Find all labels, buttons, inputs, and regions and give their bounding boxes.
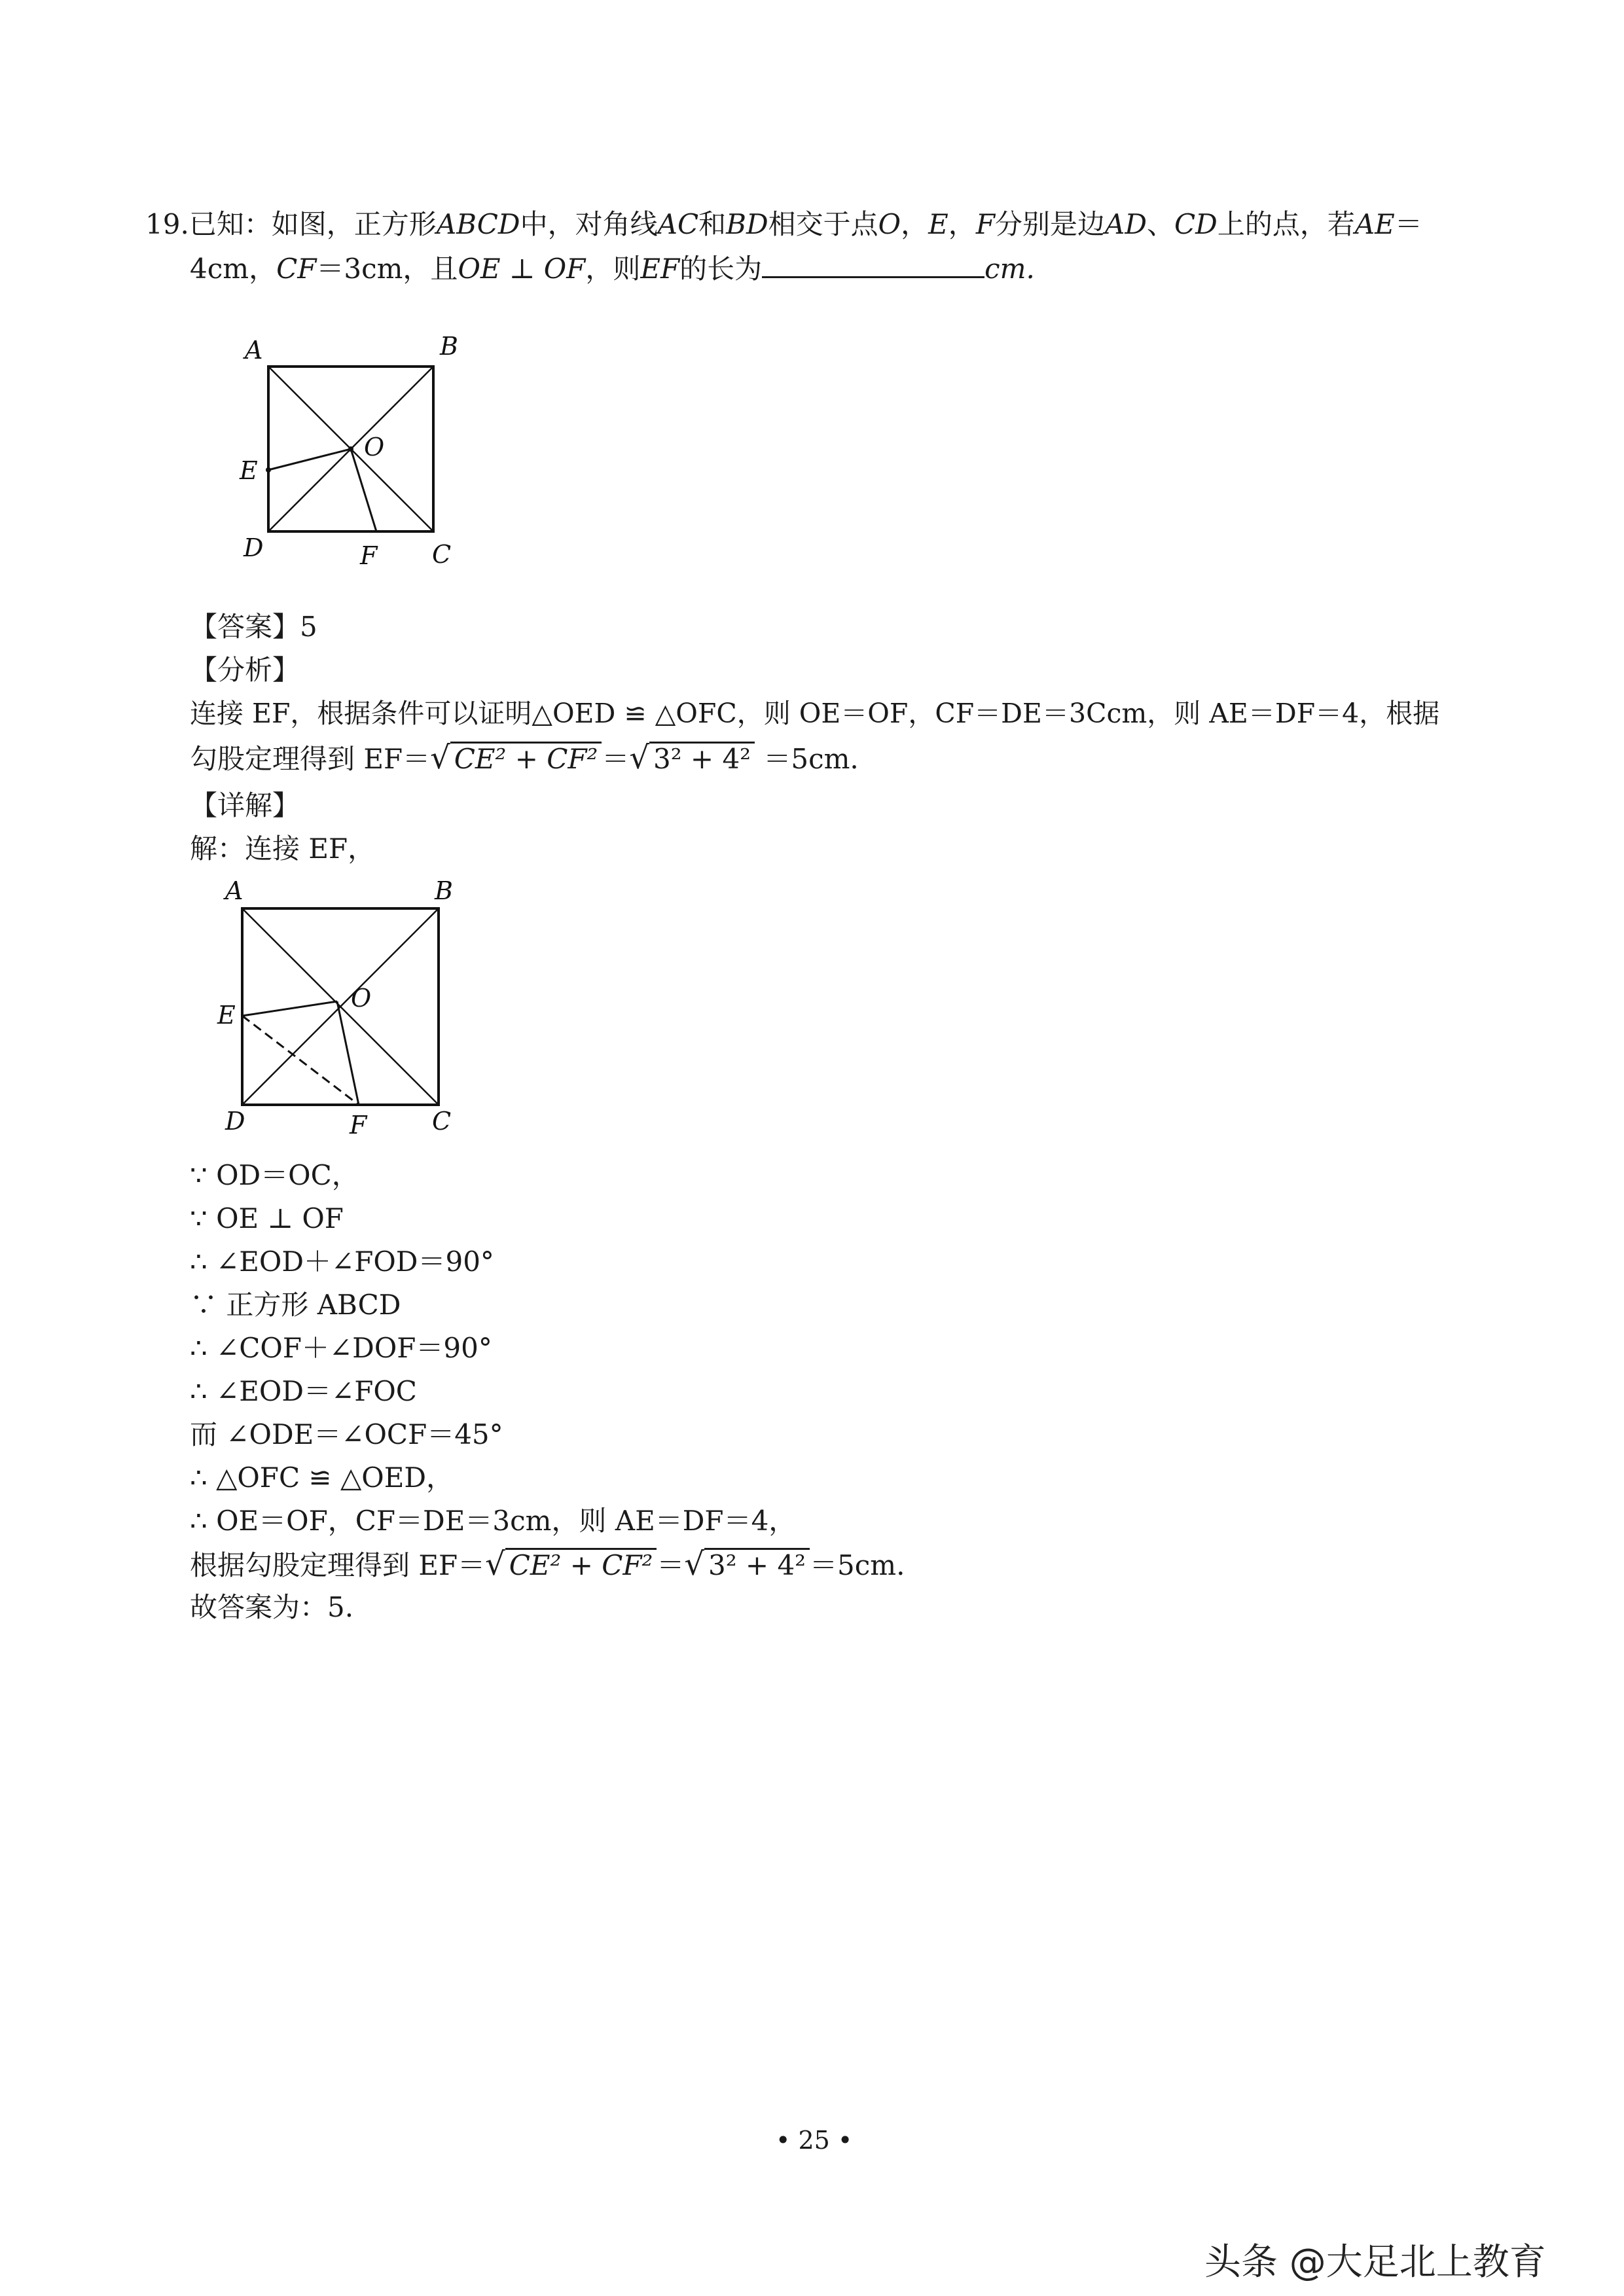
radical-sign: √ — [684, 1546, 704, 1583]
detail-intro: 解：连接 EF， — [190, 833, 376, 865]
math: AC — [657, 208, 699, 240]
figure-2 — [209, 870, 484, 1145]
text: 、 — [1147, 208, 1175, 240]
proof-step: 而 ∠ODE＝∠OCF＝45° — [190, 1418, 503, 1450]
question-line-2 — [190, 247, 1035, 291]
proof-step: ∴ ∠EOD＝∠FOC — [190, 1375, 417, 1407]
text: ， — [948, 208, 976, 240]
text: ＝ — [1394, 208, 1422, 240]
text: ＝5cm. — [810, 1549, 905, 1581]
proof-step: ∴ OE＝OF，CF＝DE＝3cm，则 AE＝DF＝4， — [190, 1505, 797, 1537]
analysis-line-1: 连接 EF，根据条件可以证明△OED ≌ △OFC，则 OE＝OF，CF＝DE＝3Ccm，则 AE＝DF＝4，根据 — [190, 698, 1440, 729]
math: OE ⊥ OF — [458, 253, 586, 285]
text: 上的点，若 — [1217, 208, 1355, 240]
text: ， — [901, 208, 929, 240]
label-o: O — [364, 433, 385, 461]
text: 的长为 — [679, 253, 763, 285]
label-e: E — [240, 456, 258, 485]
question-number: 19. — [145, 208, 189, 240]
label-d-2: D — [225, 1107, 245, 1136]
answer-value: 5 — [300, 611, 317, 643]
segment-ef-dashed — [242, 1016, 359, 1105]
page-number: • 25 • — [776, 2126, 853, 2155]
radical-sign: √ — [430, 740, 450, 776]
text: 和 — [698, 208, 727, 240]
math: O — [878, 208, 901, 240]
math: AE — [1354, 208, 1395, 240]
text: 勾股定理得到 EF＝ — [190, 743, 431, 775]
text: 根据勾股定理得到 EF＝ — [190, 1549, 486, 1581]
math: EF — [640, 253, 680, 285]
math: ABCD — [436, 208, 520, 240]
label-b-2: B — [435, 876, 453, 905]
text: 已知：如图，正方形 — [189, 208, 437, 240]
analysis-label: 【分析】 — [190, 654, 300, 686]
unit: cm. — [984, 253, 1035, 285]
label-f: F — [360, 541, 378, 570]
text: 相交于点 — [768, 208, 878, 240]
math: AD — [1104, 208, 1147, 240]
segment-oe — [268, 449, 351, 470]
proof-step: ∵ 正方形 ABCD — [190, 1289, 401, 1321]
detail-label: 【详解】 — [190, 789, 300, 821]
figure-1 — [236, 327, 497, 589]
text: 中，对角线 — [520, 208, 658, 240]
label-a: A — [245, 336, 263, 365]
math: CF — [276, 253, 317, 285]
proof-step: ∵ OE ⊥ OF — [190, 1202, 344, 1234]
radicand: 3² + 4² — [704, 1548, 810, 1581]
answer-label: 【答案】 — [190, 611, 300, 643]
math: CD — [1174, 208, 1218, 240]
text: 分别是边 — [994, 208, 1105, 240]
label-c: C — [432, 540, 452, 569]
radicand: CE² + CF² — [505, 1548, 657, 1581]
radical-sign: √ — [629, 740, 649, 776]
proof-step: ∴ ∠COF＋∠DOF＝90° — [190, 1332, 492, 1364]
conclusion: 故答案为：5. — [190, 1591, 354, 1623]
answer-line — [190, 605, 317, 649]
math: E — [928, 208, 948, 240]
question-line-1 — [145, 203, 1422, 246]
label-d: D — [244, 533, 264, 562]
radicand: CE² + CF² — [450, 742, 602, 775]
point-o — [348, 446, 353, 452]
text: ＝5cm. — [755, 743, 859, 775]
segment-oe-2 — [242, 1001, 337, 1016]
watermark: 头条 @大足北上教育 — [1204, 2241, 1546, 2284]
label-o-2: O — [351, 984, 372, 1013]
radical-sign: √ — [485, 1546, 505, 1583]
label-c-2: C — [432, 1107, 452, 1136]
proof-final — [190, 1543, 905, 1587]
analysis-line-2 — [190, 736, 859, 781]
label-f-2: F — [350, 1111, 367, 1139]
label-a-2: A — [225, 876, 244, 905]
text: ＝ — [657, 1549, 685, 1581]
proof-step: ∵ OD＝OC， — [190, 1159, 359, 1191]
text: 4cm， — [190, 253, 277, 285]
text: ，则 — [585, 253, 641, 285]
text: ＝3cm，且 — [316, 253, 458, 285]
point-e — [266, 467, 271, 473]
text: ＝ — [602, 743, 630, 775]
math: F — [975, 208, 995, 240]
segment-of-2 — [337, 1001, 359, 1105]
answer-blank[interactable] — [762, 249, 984, 278]
math: BD — [726, 208, 768, 240]
proof-step: ∴ ∠EOD＋∠FOD＝90° — [190, 1246, 494, 1278]
proof-step: ∴ △OFC ≌ △OED， — [190, 1462, 454, 1494]
radicand: 3² + 4² — [649, 742, 755, 775]
label-e-2: E — [217, 1001, 236, 1030]
label-b: B — [440, 332, 458, 361]
